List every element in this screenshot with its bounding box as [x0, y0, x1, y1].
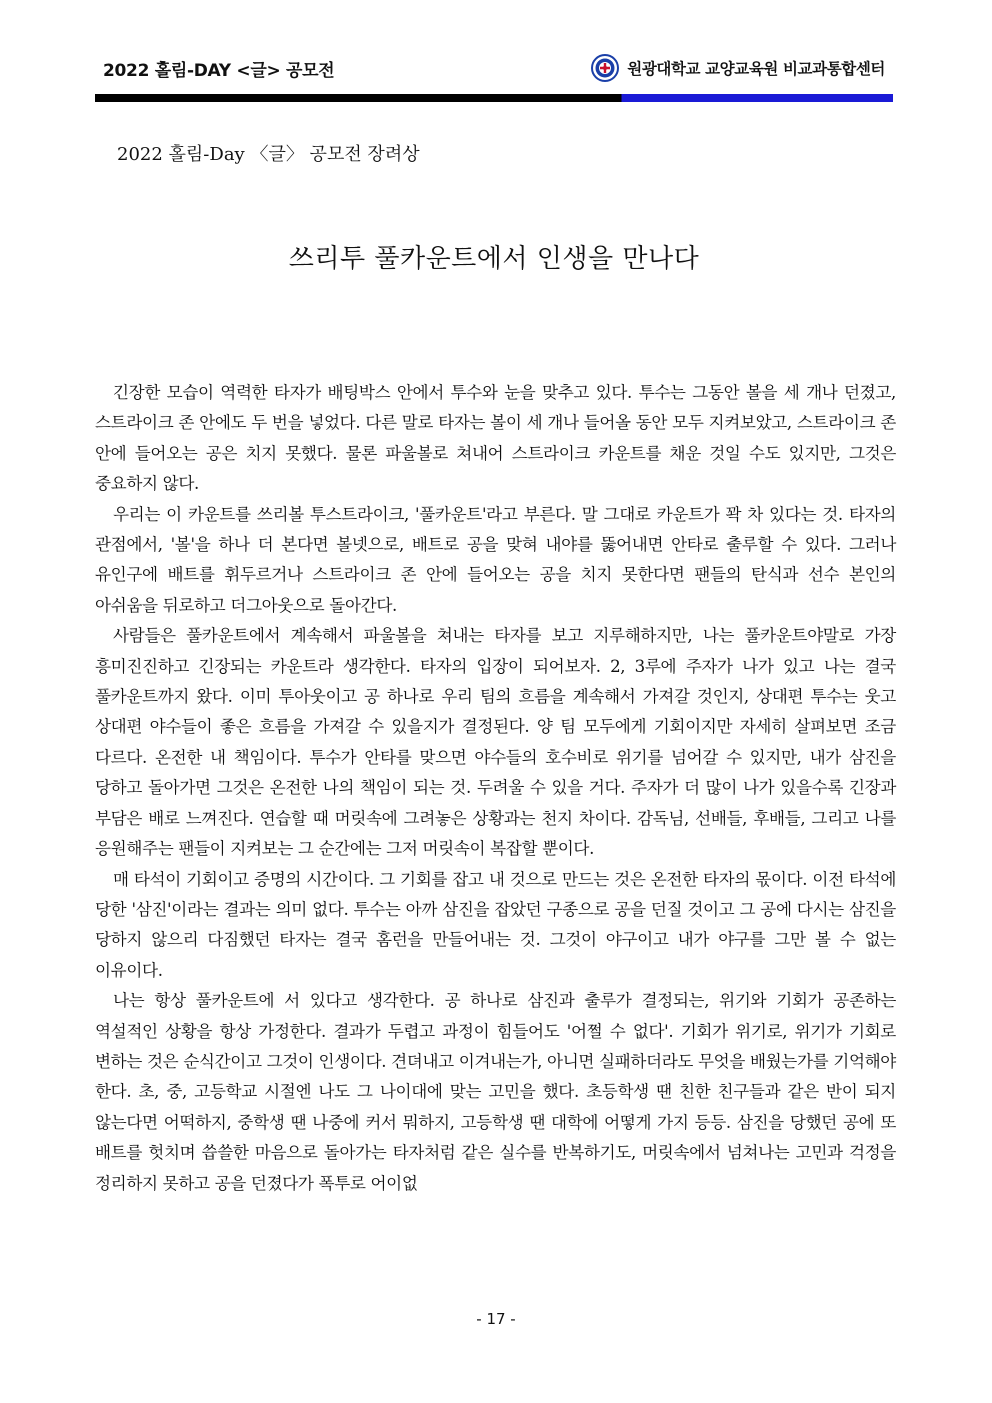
paragraph: 긴장한 모습이 역력한 타자가 배팅박스 안에서 투수와 눈을 맞추고 있다. 투수는 그동안 볼을 세 개나 던졌고, 스트라이크 존 안에도 두 번을 넣었다. 다른 말로 타자는 볼이 세 개나 들어올 동안 모두 지켜보았고, 스트라이크 존 안에 들어오는 공은 치지 못했다. 물론 파울볼로 쳐내어 스트라이크 카운트를 채운 것일 수도 있지만, 그것은 중요하지 않다.: [95, 383, 896, 494]
paragraph: 매 타석이 기회이고 증명의 시간이다. 그 기회를 잡고 내 것으로 만드는 것은 온전한 타자의 몫이다. 이전 타석에 당한 '삼진'이라는 결과는 의미 없다. 투수는 아까 삼진을 잡았던 구종으로 공을 던질 것이고 그 공에 다시는 삼진을 당하지 않으리 다짐했던 타자는 결국 홈런을 만들어내는 것. 그것이 야구이고 내가 야구를 그만 볼 수 없는 이유이다.: [95, 869, 896, 980]
header-rule: [95, 94, 893, 102]
contest-name: 2022 홀림-DAY <글> 공모전: [103, 61, 335, 81]
paragraph: 사람들은 풀카운트에서 계속해서 파울볼을 쳐내는 타자를 보고 지루해하지만, 나는 풀카운트야말로 가장 흥미진진하고 긴장되는 카운트라 생각한다. 타자의 입장이 되어보자. 2, 3루에 주자가 나가 있고 나는 결국 풀카운트까지 왔다. 이미 투아웃이고 공 하나로 우리 팀의 흐름을 계속해서 가져갈 것인지, 상대편 투수는 웃고 상대편 야수들이 좋은 흐름을 가져갈 수 있을지가 결정된다. 양 팀 모두에게 기회이지만 자세히 살펴보면 조금 다르다. 온전한 내 책임이다. 투수가 안타를 맞으면 야수들의 호수비로 위기를 넘어갈 수 있지만, 내가 삼진을 당하고 돌아가면 그것은 온전한 나의 책임이 되는 것. 두려울 수 있을 거다. 주자가 더 많이 나가 있을수록 긴장과 부담은 배로 느껴진다. 연습할 때 머릿속에 그려놓은 상황과는 천지 차이다. 감독님, 선배들, 후배들, 그리고 나를 응원해주는 팬들이 지켜보는 그 순간에는 그저 머릿속이 복잡할 뿐이다.: [95, 626, 896, 859]
essay-title: 쓰리투 풀카운트에서 인생을 만나다: [288, 244, 700, 274]
award-line: 2022 홀림-Day 〈글〉 공모전 장려상: [117, 144, 420, 165]
paragraph: 나는 항상 풀카운트에 서 있다고 생각한다. 공 하나로 삼진과 출루가 결정되는, 위기와 기회가 공존하는 역설적인 상황을 항상 가정한다. 결과가 두렵고 과정이 힘들어도 '어쩔 수 없다'. 기회가 위기로, 위기가 기회로 변하는 것은 순식간이고 그것이 인생이다. 견뎌내고 이겨내는가, 아니면 실패하더라도 무엇을 배웠는가를 기억해야 한다. 초, 중, 고등학교 시절엔 나도 그 나이대에 맞는 고민을 했다. 초등학생 땐 친한 친구들과 같은 반이 되지 않는다면 어떡하지, 중학생 땐 나중에 커서 뭐하지, 고등학생 땐 대학에 어떻게 가지 등등. 삼진을 당했던 공에 또 배트를 헛치며 씁쓸한 마음으로 돌아가는 타자처럼 같은 실수를 반복하기도, 머릿속에서 넘쳐나는 고민과 걱정을 정리하지 못하고 공을 던졌다가 폭투로 어이없: [95, 991, 896, 1193]
university-seal-icon: [591, 54, 619, 82]
page-header: [95, 48, 893, 88]
institution-name: 원광대학교 교양교육원 비교과통합센터: [627, 60, 885, 78]
page-number: - 17 -: [476, 1310, 516, 1328]
paragraph: 우리는 이 카운트를 쓰리볼 투스트라이크, '풀카운트'라고 부른다. 말 그대로 카운트가 꽉 차 있다는 것. 타자의 관점에서, '볼'을 하나 더 본다면 볼넷으로, 배트로 공을 맞혀 내야를 뚫어내면 안타로 출루할 수 있다. 그러나 유인구에 배트를 휘두르거나 스트라이크 존 안에 들어오는 공을 치지 못한다면 팬들의 탄식과 선수 본인의 아쉬움을 뒤로하고 더그아웃으로 돌아간다.: [95, 504, 896, 615]
essay-body: [95, 378, 896, 1199]
institution-block: [591, 54, 885, 82]
